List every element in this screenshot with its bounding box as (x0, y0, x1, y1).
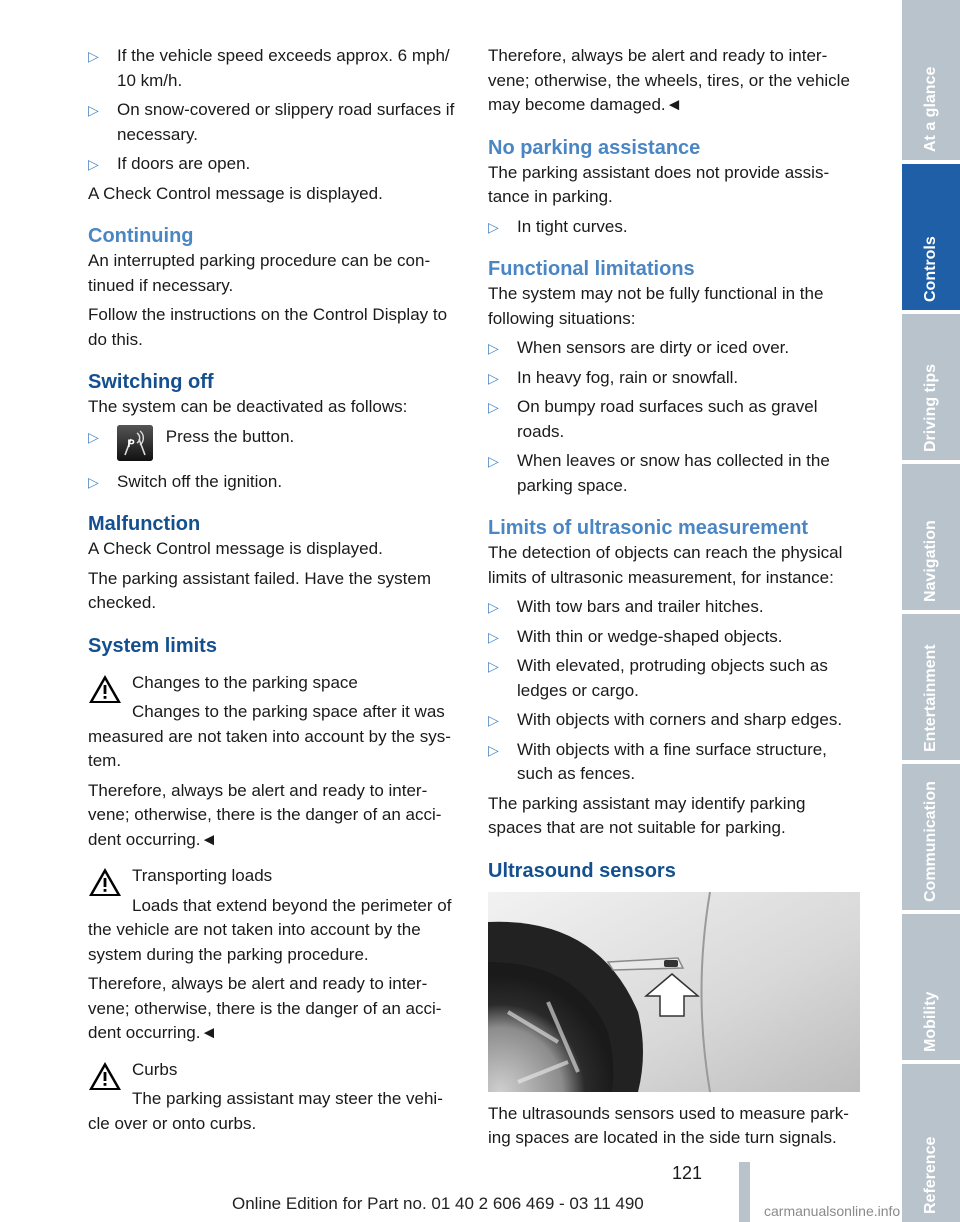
tab-navigation[interactable]: Navigation (902, 464, 960, 610)
triangle-bullet-icon: ▷ (488, 712, 499, 728)
triangle-bullet-icon: ▷ (488, 399, 499, 415)
list-item: ▷ In heavy fog, rain or snowfall. (488, 366, 862, 391)
tab-reference[interactable]: Reference (902, 1064, 960, 1222)
park-assist-button-icon: P (117, 425, 153, 461)
bullet-list-switch-off (88, 425, 464, 495)
paragraph: Therefore, always be alert and ready to inter-vene; otherwise, there is the danger of an acci-dent occurring.◄ (88, 780, 442, 849)
list-item: ▷ With objects with corners and sharp edges. (488, 708, 862, 733)
paragraph: Therefore, always be alert and ready to inter-vene; otherwise, there is the danger of an acci-dent occurring.◄ (88, 974, 442, 1042)
list-item: ▷ With objects with a fine surface structure, such as fences. (488, 739, 827, 783)
triangle-bullet-icon: ▷ (88, 428, 99, 445)
section-system-limits (88, 633, 464, 1137)
warning-block-loads (88, 864, 464, 967)
triangle-bullet-icon: ▷ (488, 599, 499, 615)
warning-body: Changes to the parking space after it was measured are not taken into account by the sys-tem. (88, 702, 451, 770)
paragraph: The system can be deactivated as follows: (88, 397, 408, 416)
warning-triangle-icon (88, 674, 122, 704)
triangle-bullet-icon: ▷ (488, 741, 499, 758)
triangle-bullet-icon: ▷ (88, 48, 99, 64)
triangle-bullet-icon: ▷ (488, 218, 499, 235)
triangle-bullet-icon: ▷ (488, 453, 499, 469)
triangle-bullet-icon: ▷ (488, 658, 499, 674)
left-column (88, 44, 464, 1141)
bullet-list-conditions (88, 44, 464, 177)
paragraph: The system may not be fully functional in the following situations: (488, 284, 824, 328)
paragraph: An interrupted parking procedure can be con-tinued if necessary. (88, 251, 431, 295)
triangle-bullet-icon: ▷ (88, 473, 99, 490)
chapter-sidebar (902, 0, 960, 1222)
section-ultrasound-sensors (488, 858, 862, 1151)
triangle-bullet-icon: ▷ (488, 628, 499, 645)
paragraph: The parking assistant failed. Have the system checked. (88, 568, 431, 612)
section-malfunction (88, 511, 464, 616)
paragraph: The detection of objects can reach the physical limits of ultrasonic measurement, for instance: (488, 543, 843, 587)
triangle-bullet-icon: ▷ (488, 340, 499, 356)
heading-no-assistance: No parking assistance (488, 136, 701, 159)
paragraph: Follow the instructions on the Control Display to do this. (88, 305, 448, 349)
tab-controls[interactable]: Controls (902, 164, 960, 310)
warning-block-parking-space (88, 671, 464, 774)
section-no-assistance (488, 135, 862, 240)
list-item: ▷ On snow-covered or slippery road surfaces if necessary. (88, 100, 455, 144)
tab-driving-tips[interactable]: Driving tips (902, 314, 960, 460)
section-switching-off (88, 369, 464, 494)
list-item: ▷ In tight curves. (488, 215, 862, 240)
watermark: carmanualsonline.info (764, 1203, 901, 1219)
heading-functional-limitations: Functional limitations (488, 258, 695, 280)
section-continuing (88, 223, 464, 352)
sensor-location-photo (488, 892, 860, 1092)
right-column (488, 44, 862, 1156)
check-control-text: A Check Control message is displayed. (88, 183, 383, 203)
heading-system-limits: System limits (88, 634, 217, 657)
list-item: ▷ If doors are open. (88, 152, 464, 177)
tab-communication[interactable]: Communication (902, 764, 960, 910)
paragraph: Therefore, always be alert and ready to inter-vene; otherwise, the wheels, tires, or the vehicle may become damaged.◄ (488, 46, 850, 114)
warning-body: Loads that extend beyond the perimeter of the vehicle are not taken into account by the system during the parking procedure. (88, 895, 452, 964)
list-item: ▷ With elevated, protruding objects such as ledges or cargo. (488, 656, 828, 700)
warning-triangle-icon (88, 867, 122, 897)
footer-edition-text: Online Edition for Part no. 01 40 2 606 469 - 03 11 490 (232, 1194, 644, 1213)
bullet-list (488, 336, 862, 498)
heading-malfunction: Malfunction (88, 513, 201, 535)
list-item: ▷ With thin or wedge-shaped objects. (488, 625, 862, 650)
section-ultrasonic-limits (488, 515, 862, 841)
triangle-bullet-icon: ▷ (88, 102, 99, 118)
tab-entertainment[interactable]: Entertainment (902, 614, 960, 760)
paragraph: A Check Control message is displayed. (88, 539, 383, 558)
warning-body: The parking assistant may steer the vehi-cle over or onto curbs. (88, 1089, 443, 1133)
list-item: ▷ Switch off the ignition. (88, 470, 464, 495)
list-item: ▷ When leaves or snow has collected in the parking space. (488, 451, 830, 495)
warning-heading: Changes to the parking space (132, 672, 358, 692)
heading-ultrasound-sensors: Ultrasound sensors (488, 859, 676, 882)
list-item: ▷ P Press the button. (88, 425, 464, 461)
bullet-list (488, 595, 862, 787)
tab-at-a-glance[interactable]: At a glance (902, 0, 960, 160)
list-item: ▷ On bumpy road surfaces such as gravel roads. (488, 397, 818, 441)
photo-caption: The ultrasounds sensors used to measure park-ing spaces are located in the side turn signals. (488, 1103, 849, 1147)
bullet-list (488, 215, 862, 240)
warning-heading: Transporting loads (132, 866, 273, 885)
heading-switching-off: Switching off (88, 371, 214, 393)
page-number: 121 (672, 1163, 703, 1183)
heading-continuing: Continuing (88, 225, 194, 247)
warning-heading: Curbs (132, 1059, 178, 1079)
section-functional-limitations (488, 256, 862, 498)
triangle-bullet-icon: ▷ (488, 369, 499, 386)
triangle-bullet-icon: ▷ (88, 156, 99, 172)
tab-mobility[interactable]: Mobility (902, 914, 960, 1060)
list-item: ▷ If the vehicle speed exceeds approx. 6 mph/ 10 km/h. (88, 46, 450, 90)
list-item: ▷ When sensors are dirty or iced over. (488, 336, 862, 361)
page-number-bar (739, 1162, 750, 1222)
paragraph: The parking assistant may identify parking spaces that are not suitable for parking. (488, 793, 806, 837)
warning-triangle-icon (88, 1061, 122, 1091)
list-item: ▷ With tow bars and trailer hitches. (488, 595, 862, 620)
paragraph: The parking assistant does not provide assis-tance in parking. (488, 162, 830, 206)
heading-ultrasonic-limits: Limits of ultrasonic measurement (488, 517, 809, 539)
warning-block-curbs (88, 1058, 464, 1137)
